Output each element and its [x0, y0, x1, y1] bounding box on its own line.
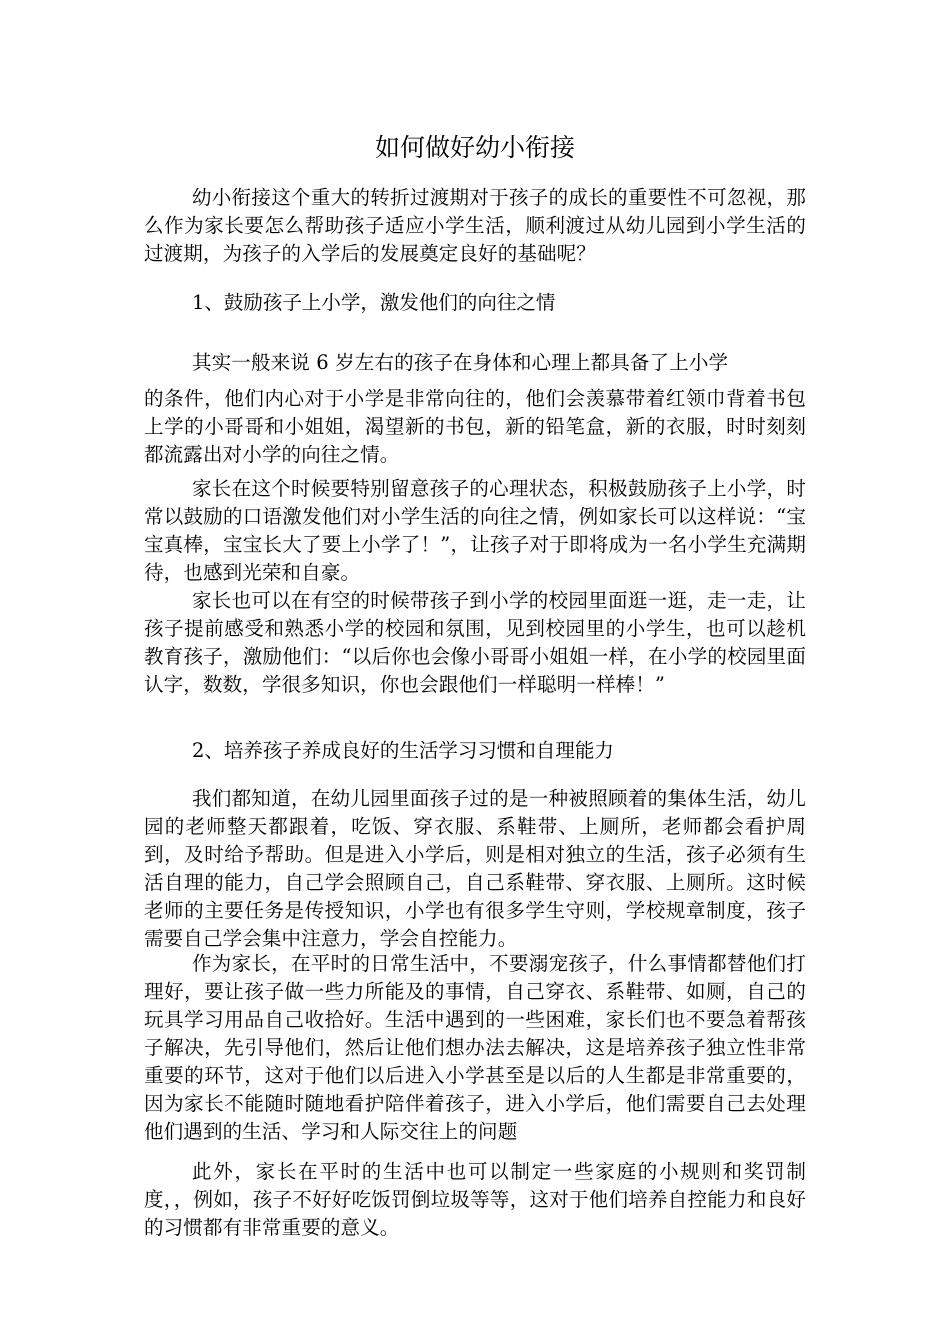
section-1-paragraph-1-first-line: 其实一般来说 6 岁左右的孩子在身体和心理上都具备了上小学	[192, 351, 729, 374]
section-2-heading: 2、培养孩子养成良好的生活学习习惯和自理能力	[192, 739, 614, 762]
document-title: 如何做好幼小衔接	[374, 133, 575, 162]
section-1-paragraph-3: 家长也可以在有空的时候带孩子到小学的校园里面逛一逛，走一走，让孩子提前感受和熟悉小学的校园和氛围，见到校园里的小学生，也可以趁机教育孩子，激励他们：“以后你也会像小哥哥小姐姐一样，在小学的校园里面认字，数数，学很多知识，你也会跟他们一样聪明一样棒！”	[144, 589, 806, 696]
section-1-heading: 1、鼓励孩子上小学，激发他们的向往之情	[192, 291, 556, 314]
section-1-paragraph-1-continued: 的条件，他们内心对于小学是非常向往的，他们会羡慕带着红领巾背着书包上学的小哥哥和小姐姐，渴望新的书包，新的铅笔盒，新的衣服，时时刻刻都流露出对小学的向往之情。	[144, 387, 806, 466]
section-1-paragraph-2: 家长在这个时候要特别留意孩子的心理状态，积极鼓励孩子上小学，时常以鼓励的口语激发他们对小学生活的向往之情，例如家长可以这样说：“宝宝真棒，宝宝长大了要上小学了！”，让孩子对于即将成为一名小学生充满期待，也感到光荣和自豪。	[144, 477, 806, 584]
section-2-paragraph-1: 我们都知道，在幼儿园里面孩子过的是一种被照顾着的集体生活，幼儿园的老师整天都跟着，吃饭、穿衣服、系鞋带、上厕所，老师都会看护周到，及时给予帮助。但是进入小学后，则是相对独立的生活，孩子必须有生活自理的能力，自己学会照顾自己，自己系鞋带、穿衣服、上厕所。这时候老师的主要任务是传授知识，小学也有很多学生守则，学校规章制度，孩子需要自己学会集中注意力，学会自控能力。	[144, 787, 806, 950]
section-2-paragraph-3: 此外，家长在平时的生活中也可以制定一些家庭的小规则和奖罚制度，，例如，孩子不好好吃饭罚倒垃圾等等，这对于他们培养自控能力和良好的习惯都有非常重要的意义。	[144, 1160, 806, 1239]
intro-paragraph: 幼小衔接这个重大的转折过渡期对于孩子的成长的重要性不可忽视，那么作为家长要怎么帮助孩子适应小学生活，顺利渡过从幼儿园到小学生活的过渡期，为孩子的入学后的发展奠定良好的基础呢？	[144, 186, 806, 265]
section-2-paragraph-2: 作为家长，在平时的日常生活中，不要溺宠孩子，什么事情都替他们打理好，要让孩子做一些力所能及的事情，自己穿衣、系鞋带、如厕，自己的玩具学习用品自己收拾好。生活中遇到的一些困难，家长们也不要急着帮孩子解决，先引导他们，然后让他们想办法去解决，这是培养孩子独立性非常重要的环节，这对于他们以后进入小学甚至是以后的人生都是非常重要的，因为家长不能随时随地看护陪伴着孩子，进入小学后，他们需要自己去处理他们遇到的生活、学习和人际交往上的问题	[144, 952, 806, 1143]
